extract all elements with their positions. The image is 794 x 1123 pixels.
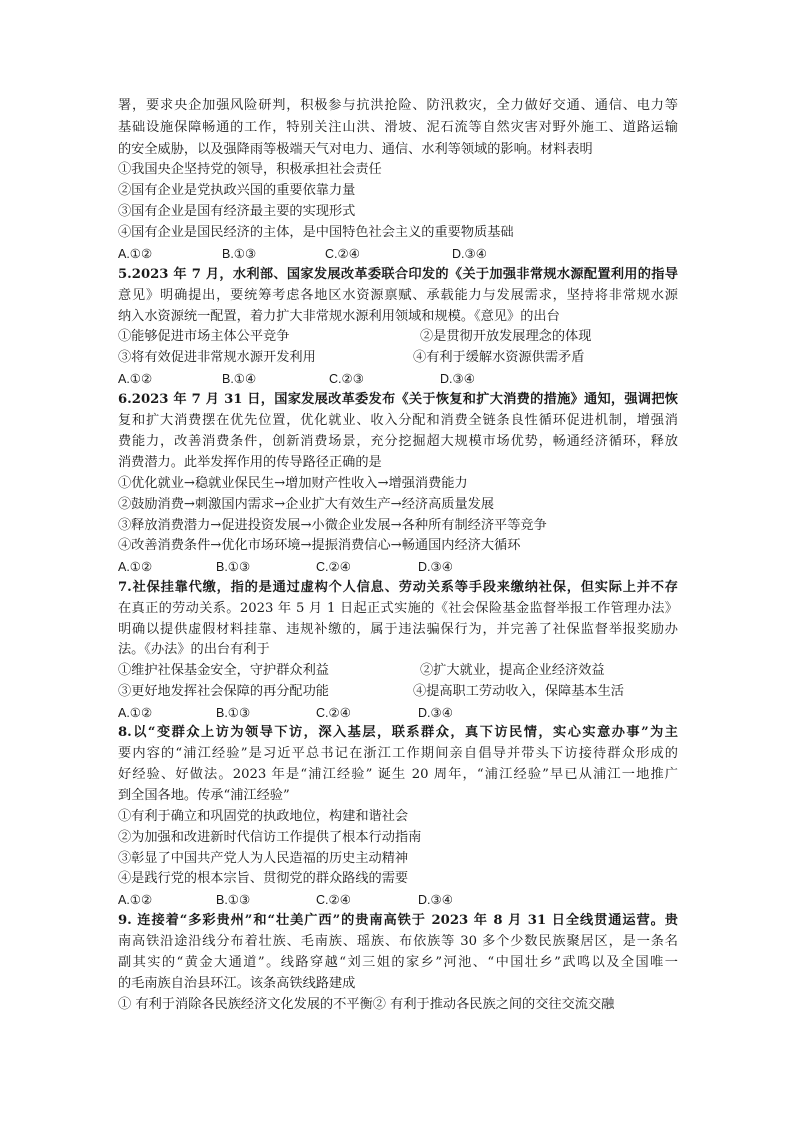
answer-c: C.②④ xyxy=(325,247,360,261)
q8-option-3: ③彰显了中国共产党人为人民造福的历史主动精神 xyxy=(118,851,409,866)
answer-c: C.②③ xyxy=(329,372,364,386)
q9-line-2: 南高铁沿途沿线分布着壮族、毛南族、瑶族、布依族等 30 多个少数民族聚居区，是一条名 xyxy=(118,934,678,949)
q6-option-2: ②鼓励消费→刺激国内需求→企业扩大有效生产→经济高质量发展 xyxy=(118,497,495,512)
intro-option-1: ①我国央企坚持党的领导，积极承担社会责任 xyxy=(118,162,382,177)
q6-line-1: 6.2023 年 7 月 31 日，国家发展改革委发布《关于恢复和扩大消费的措施》通知，强调把恢 xyxy=(118,392,678,407)
q7-line-3: 明确以提供虚假材料挂靠、违规补缴的，属于违法骗保行为，并完善了社保监督举报奖励办 xyxy=(118,622,678,637)
intro-line-1: 署，要求央企加强风险研判，积极参与抗洪抢险、防汛救灾，全力做好交通、通信、电力等 xyxy=(118,98,678,113)
answer-d: D.③④ xyxy=(418,893,453,907)
q5-line-2: 意见》明确提出，要统筹考虑各地区水资源禀赋、承载能力与发展需求，坚持将非常规水源 xyxy=(118,288,678,303)
q6-option-4: ④改善消费条件→优化市场环境→提振消费信心→畅通国内经济大循环 xyxy=(118,538,521,553)
q8-line-2: 要内容的“浦江经验”是习近平总书记在浙江工作期间亲自倡导并带头下访接待群众形成的 xyxy=(118,746,678,761)
answer-c: C.②④ xyxy=(316,706,351,720)
answer-a: A.①② xyxy=(118,372,153,386)
q8-line-4: 到全国各地。传承“浦江经验” xyxy=(118,788,290,803)
q8-option-1: ①有利于确立和巩固党的执政地位，构建和谐社会 xyxy=(118,809,409,824)
answer-b: B.①④ xyxy=(222,372,257,386)
q7-option-2: ②扩大就业，提高企业经济效益 xyxy=(420,663,605,678)
answer-d: D.③④ xyxy=(418,560,453,574)
q7-line-1: 7.社保挂靠代缴，指的是通过虚构个人信息、劳动关系等手段来缴纳社保，但实际上并不存 xyxy=(118,580,678,595)
intro-option-3: ③国有企业是国有经济最主要的实现形式 xyxy=(118,204,356,219)
q8-line-3: 好经验、好做法。2023 年是“浦江经验” 诞生 20 周年，“浦江经验”早已从浦江一地推广 xyxy=(118,767,678,782)
q9-line-4: 的毛南族自治县环江。该条高铁线路建成 xyxy=(118,976,356,991)
q5-option-2: ②是贯彻开放发展理念的体现 xyxy=(420,329,592,344)
q7-line-2: 在真正的劳动关系。2023 年 5 月 1 日起正式实施的《社会保险基金监督举报工作管理办法》 xyxy=(118,601,678,616)
intro-line-2: 基础设施保障畅通的工作，特别关注山洪、滑坡、泥石流等自然灾害对野外施工、道路运输 xyxy=(118,120,678,135)
q6-option-3: ③释放消费潜力→促进投资发展→小微企业发展→各种所有制经济平等竞争 xyxy=(118,518,547,533)
answer-b: B.①③ xyxy=(222,247,257,261)
q9-line-3: 副其实的“黄金大通道”。线路穿越“刘三姐的家乡”河池、“中国壮乡”武鸣以及全国唯一 xyxy=(118,955,678,970)
q6-option-1: ①优化就业→稳就业保民生→增加财产性收入→增强消费能力 xyxy=(118,476,468,491)
q6-line-4: 消费潜力。此举发挥作用的传导路径正确的是 xyxy=(118,455,382,470)
q8-line-1: 8.以“变群众上访为领导下访，深入基层，联系群众，真下访民情，实心实意办事”为主 xyxy=(118,725,678,740)
q7-line-4: 法。《办法》的出台有利于 xyxy=(118,642,270,657)
answer-b: B.①③ xyxy=(216,893,251,907)
q9-options-row: ① 有利于消除各民族经济文化发展的不平衡② 有利于推动各民族之间的交往交流交融 xyxy=(118,997,615,1012)
answer-d: D.③④ xyxy=(452,247,487,261)
answer-d: D.③④ xyxy=(418,706,453,720)
answer-c: C.②④ xyxy=(316,893,351,907)
intro-option-4: ④国有企业是国民经济的主体，是中国特色社会主义的重要物质基础 xyxy=(118,225,514,240)
q5-option-4: ④有利于缓解水资源供需矛盾 xyxy=(413,350,585,365)
q5-option-3: ③将有效促进非常规水源开发利用 xyxy=(118,350,316,365)
intro-line-3: 的安全威胁，以及强降雨等极端天气对电力、通信、水利等领域的影响。材料表明 xyxy=(118,142,593,157)
q5-line-1: 5.2023 年 7 月，水利部、国家发展改革委联合印发的《关于加强非常规水源配置利用的指导 xyxy=(118,267,678,282)
q6-line-3: 费能力，改善消费条件，创新消费场景，充分挖掘超大规模市场优势，畅通经济循环，释放 xyxy=(118,434,678,449)
answer-b: B.①③ xyxy=(216,706,251,720)
intro-option-2: ②国有企业是党执政兴国的重要依靠力量 xyxy=(118,183,356,198)
q6-line-2: 复和扩大消费摆在优先位置，优化就业、收入分配和消费全链条良性循环促进机制，增强消 xyxy=(118,413,678,428)
answer-a: A.①② xyxy=(118,706,153,720)
answer-d: D.③④ xyxy=(440,372,475,386)
answer-c: C.②④ xyxy=(316,560,351,574)
q8-option-4: ④是践行党的根本宗旨、贯彻党的群众路线的需要 xyxy=(118,871,409,886)
q7-option-1: ①维护社保基金安全，守护群众利益 xyxy=(118,663,329,678)
q5-line-3: 纳入水资源统一配置，着力扩大非常规水源利用领域和规模。《意见》的出台 xyxy=(118,309,560,324)
answer-a: A.①② xyxy=(118,560,153,574)
q5-option-1: ①能够促进市场主体公平竞争 xyxy=(118,329,290,344)
answer-a: A.①② xyxy=(118,893,153,907)
q7-option-3: ③更好地发挥社会保障的再分配功能 xyxy=(118,684,329,699)
q8-option-2: ②为加强和改进新时代信访工作提供了根本行动指南 xyxy=(118,830,422,845)
answer-b: B.①③ xyxy=(216,560,251,574)
answer-a: A.①② xyxy=(118,247,153,261)
q7-option-4: ④提高职工劳动收入，保障基本生活 xyxy=(413,684,624,699)
q9-line-1: 9. 连接着“多彩贵州”和“壮美广西”的贵南高铁于 2023 年 8 月 31 日全线贯通运营。贵 xyxy=(118,913,678,928)
